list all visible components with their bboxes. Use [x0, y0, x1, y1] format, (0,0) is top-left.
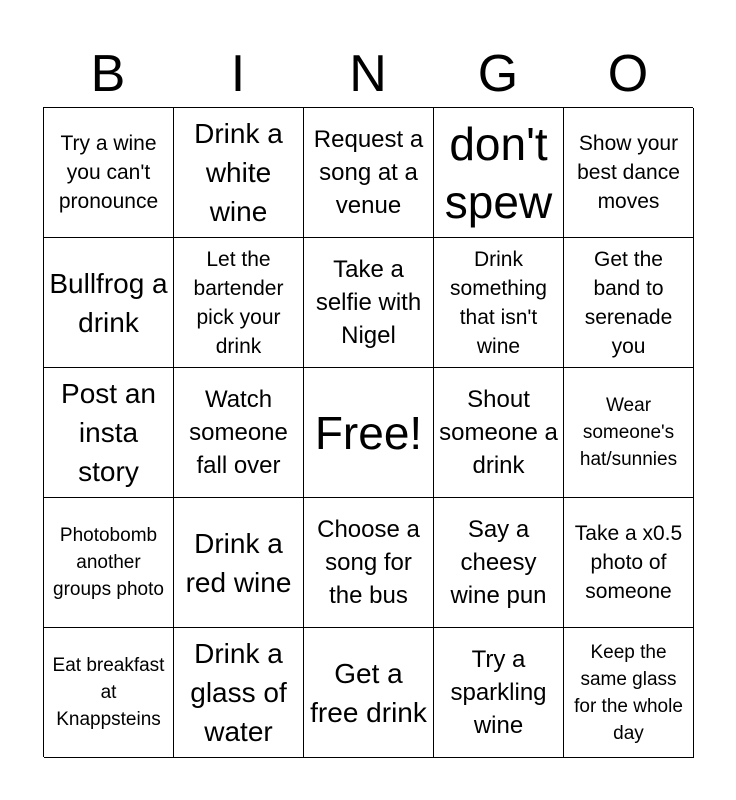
bingo-header — [43, 40, 693, 108]
bingo-cell[interactable] — [174, 238, 304, 368]
cell-text: Try a sparkling wine — [450, 646, 547, 739]
bingo-cell[interactable] — [44, 368, 174, 498]
cell-text: Watch someone fall over — [189, 386, 288, 479]
bingo-cell[interactable] — [434, 628, 564, 758]
bingo-cell[interactable] — [44, 628, 174, 758]
header-letter-n: N — [349, 45, 387, 103]
cell-text: Drink a glass of water — [190, 638, 287, 747]
cell-text: Eat breakfast at Knappsteins — [52, 655, 165, 730]
cell-text: Wear someone's hat/sunnies — [579, 395, 678, 470]
bingo-cell[interactable] — [434, 498, 564, 628]
cell-text: Let the bartender pick your drink — [193, 247, 284, 358]
bingo-cell[interactable] — [44, 238, 174, 368]
cell-text: Request a song at a venue — [313, 126, 424, 219]
cell-text: Try a wine you can't pronounce — [58, 132, 159, 213]
cell-text: Bullfrog a drink — [49, 267, 168, 338]
cell-text: Drink a red wine — [185, 527, 292, 598]
bingo-cell[interactable] — [174, 368, 304, 498]
cell-text: Get a free drink — [310, 657, 427, 728]
header-letter-g: G — [477, 45, 519, 103]
bingo-cell[interactable] — [44, 498, 174, 628]
bingo-cell[interactable] — [44, 108, 174, 238]
bingo-cell[interactable] — [304, 628, 434, 758]
bingo-cell[interactable] — [564, 108, 694, 238]
cell-text: Take a selfie with Nigel — [315, 256, 422, 349]
header-letter-o: O — [607, 45, 649, 103]
cell-text: Show your best dance moves — [577, 132, 680, 213]
bingo-cell[interactable] — [564, 498, 694, 628]
bingo-cell[interactable] — [174, 108, 304, 238]
bingo-cell[interactable] — [564, 238, 694, 368]
bingo-cell[interactable] — [564, 628, 694, 758]
cell-text: Choose a song for the bus — [317, 516, 420, 609]
free-space-cell[interactable] — [304, 368, 434, 498]
cell-text: Post an insta story — [61, 378, 156, 487]
cell-text: Get the band to serenade you — [584, 247, 673, 358]
free-space-text: Free! — [314, 406, 423, 459]
header-letter-b: B — [90, 45, 126, 103]
cell-text: Say a cheesy wine pun — [450, 516, 547, 609]
bingo-cell[interactable] — [564, 368, 694, 498]
bingo-board — [43, 107, 693, 757]
header-letter-i: I — [230, 45, 246, 103]
bingo-cell[interactable] — [434, 108, 564, 238]
cell-text: Drink something that isn't wine — [450, 247, 547, 358]
cell-text: Shout someone a drink — [439, 386, 558, 479]
bingo-cell[interactable] — [174, 498, 304, 628]
bingo-cell[interactable] — [304, 238, 434, 368]
cell-text: don't spew — [444, 117, 553, 228]
bingo-cell[interactable] — [304, 498, 434, 628]
cell-text: Take a x0.5 photo of someone — [574, 522, 683, 603]
bingo-cell[interactable] — [434, 368, 564, 498]
bingo-cell[interactable] — [434, 238, 564, 368]
cell-text: Drink a white wine — [194, 118, 283, 227]
cell-text: Keep the same glass for the whole day — [574, 641, 683, 744]
bingo-cell[interactable] — [174, 628, 304, 758]
cell-text: Photobomb another groups photo — [53, 525, 164, 600]
bingo-cell[interactable] — [304, 108, 434, 238]
